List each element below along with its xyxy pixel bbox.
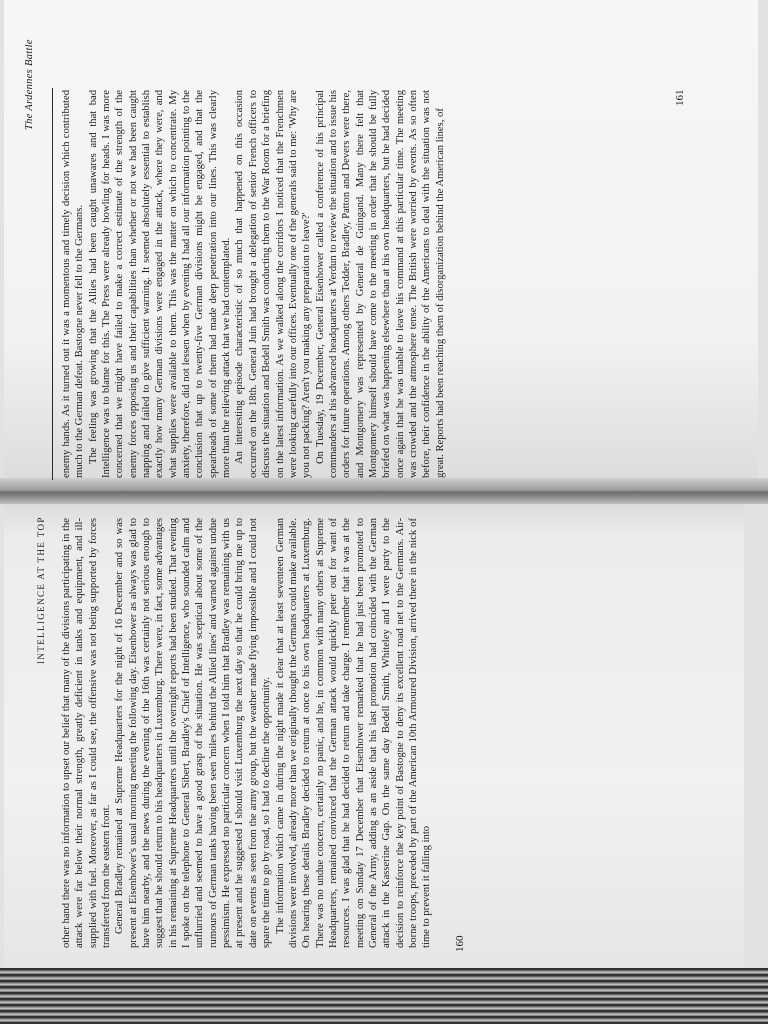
right-paragraph-3: An interesting episode characteristic of so much that happened on this occasion occurred on the 18th. General Juin had brought a delegation of senior French officers to discuss the situation and Bedell Smith was conducting them to the War Room for a briefing on the latest information. As we walked along the corridors I noticed that the Frenchmen were looking carefully into our offices. Eventually one of the generals said to me: 'Why are you not packing? Aren't you making any preparation to leave?'	[234, 90, 313, 478]
right-paragraph-4: On Tuesday, 19 December, General Eisenhower called a conference of his principal commanders at his advanced headquarters at Verdun to review the situation and to issue his orders for future operations. Among others Tedder, Bradley, Patton and Devers were there, and Montgomery was represented by General de Guingand. Many there felt that Montgomery himself should have come to the meeting in order that he should be fully briefed on what was happening elsewhere than at his own headquarters, but he had decided once again that he was unable to leave his command at this particular time. The meeting was crowded and the atmosphere tense. The British were worried by events. As so often before, their confidence in the ability of the Americans to deal with the situation was not great. Reports had been reaching them of disorganization behind the American lines, of	[314, 90, 446, 478]
left-page-body	[60, 518, 444, 948]
left-paragraph-3: The information which came in during the night made it clear that at least seventeen German divisions were involved, already more than we originally thought the Germans could make available. On hearing these details Bradley decided to return at once to his own headquarters at Luxemburg. There was no undue concern, certainly no panic, and he, in common with many others at Supreme Headquarters, remained convinced that the German attack would quickly peter out for want of resources. I was glad that he had decided to return and take charge. I remember that it was at the meeting on Sunday 17 December that Eisenhower remarked that he had just been promoted to General of the Army, adding as an aside that his last promotion had coincided with the German attack in the Kasserine Gap. On the same day Bedell Smith, Whiteley and I were party to the decision to reinforce the key point of Bastogne to deny its excellent road net to the Germans. Air-borne troops, preceded by part of the American 10th Armoured Division, arrived there in the nick of time to prevent it falling into	[274, 518, 433, 948]
right-paragraph-2: The feeling was growing that the Allies had been caught unawares and that bad Intelligence was to blame for this. The Press were already howling for heads. I was more concerned that we might have failed to make a correct estimate of the strength of the enemy forces opposing us and their capabilities than whether or not we had been caught napping and failed to give sufficient warning. It seemed absolutely essential to establish exactly how many German divisions were engaged in the attack, where they were, and what supplies were available to them. This was the matter on which to concentrate. My anxiety, therefore, did not lessen when by evening I had all our information pointing to the conclusion that up to twenty-five German divisions might be engaged, and that the spearheads of some of them had made deep penetration into our lines. This was clearly more than the relieving attack that we had contemplated.	[87, 90, 233, 478]
right-page-body	[60, 90, 666, 478]
running-head-left: INTELLIGENCE AT THE TOP	[36, 516, 46, 664]
left-paragraph-2: General Bradley remained at Supreme Headquarters for the night of 16 December and so was present at Eisenhower's usual morning meeting the following day. Eisenhower as always was glad to have him nearby, and the news during the evening of the 16th was certainly not serious enough to suggest that he should return to his headquarters in Luxemburg. There were, in fact, some advantages in his remaining at Supreme Headquarters until the overnight reports had been studied. That evening I spoke on the telephone to General Sibert, Bradley's Chief of Intelligence, who sounded calm and unflurried and seemed to have a good grasp of the situation. He was sceptical about some of the rumours of German tanks having been seen 'miles behind the Allied lines' and warned against undue pessimism. He expressed no particular concern when I told him that Bradley was remaining with us at present and he suggested I should visit Luxemburg the next day so that he could bring me up to date on events as seen from the army group, but the weather made flying impossible and I could not spare the time to go by road, so I had to decline the opportunity.	[114, 518, 273, 948]
header-rule-right	[52, 88, 53, 480]
page-number-left: 160	[454, 935, 466, 952]
book-gutter	[0, 478, 768, 504]
page-edges	[0, 968, 768, 1024]
right-paragraph-1: enemy hands. As it turned out it was a momentous and timely decision which contributed much to the German defeat. Bastogne never fell to the Germans.	[61, 90, 86, 478]
running-head-right: The Ardennes Battle	[24, 39, 35, 130]
page-number-right: 161	[674, 89, 686, 106]
left-paragraph-1: other hand there was no information to upset our belief that many of the divisions participating in the attack were far below their normal strength, greatly deficient in tanks and equipment, and ill-supplied with fuel. Moreover, as far as I could see, the offensive was not being supported by forces transferred from the eastern front.	[61, 518, 113, 948]
